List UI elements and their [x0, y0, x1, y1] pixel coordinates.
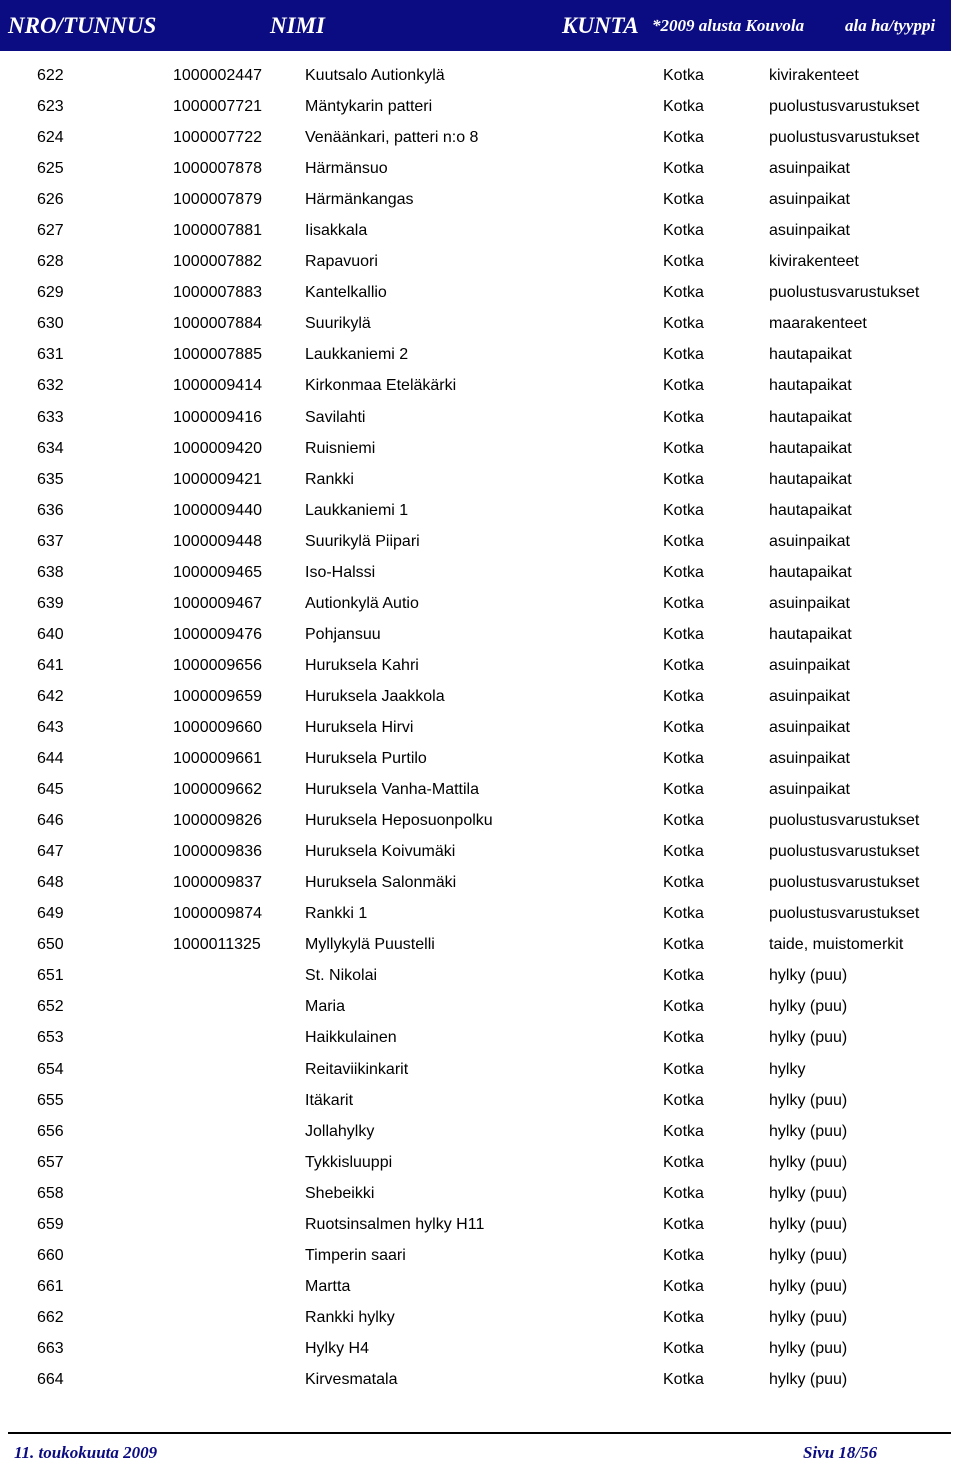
cell-nimi: Suurikylä Piipari [305, 532, 420, 550]
cell-kunta: Kotka [663, 284, 704, 302]
table-row [0, 92, 960, 123]
cell-tyyppi: taide, muistomerkit [769, 936, 904, 954]
cell-tyyppi: hylky (puu) [769, 1246, 848, 1264]
cell-kunta: Kotka [663, 998, 704, 1016]
cell-kunta: Kotka [663, 1029, 704, 1047]
cell-tyyppi: puolustusvarustukset [769, 843, 920, 861]
cell-nro: 641 [37, 656, 64, 674]
footer-date: 11. toukokuuta 2009 [14, 1443, 158, 1462]
table-row [0, 1086, 960, 1117]
table-row [0, 371, 960, 402]
cell-tunnus: 1000002447 [173, 67, 262, 84]
cell-tyyppi: hautapaikat [769, 563, 852, 581]
cell-tunnus: 1000009661 [173, 750, 262, 768]
cell-tunnus: 1000009467 [173, 594, 262, 612]
cell-nro: 653 [37, 1029, 64, 1047]
table-row [0, 1241, 960, 1272]
table-row [0, 1117, 960, 1148]
cell-tyyppi: puolustusvarustukset [769, 812, 920, 830]
cell-nro: 643 [37, 718, 64, 736]
cell-kunta: Kotka [663, 408, 704, 426]
cell-kunta: Kotka [663, 129, 704, 147]
cell-tyyppi: asuinpaikat [769, 687, 850, 705]
cell-kunta: Kotka [663, 718, 704, 736]
cell-tyyppi: hylky [769, 1060, 806, 1078]
table-row [0, 930, 960, 961]
cell-nimi: Ruotsinsalmen hylky H11 [305, 1215, 485, 1233]
cell-tunnus: 1000009660 [173, 718, 262, 736]
cell-tyyppi: kivirakenteet [769, 67, 859, 84]
footer-page-number: Sivu 18/56 [803, 1443, 878, 1462]
cell-kunta: Kotka [663, 98, 704, 116]
table-row [0, 496, 960, 527]
cell-nro: 633 [37, 408, 64, 426]
cell-nimi: Tykkisluuppi [305, 1153, 393, 1171]
cell-kunta: Kotka [663, 1215, 704, 1233]
table-row [0, 309, 960, 340]
cell-tyyppi: hylky (puu) [769, 1091, 848, 1109]
table-row [0, 61, 960, 92]
cell-tunnus: 1000007883 [173, 284, 262, 302]
cell-nimi: Haikkulainen [305, 1029, 397, 1047]
cell-kunta: Kotka [663, 1153, 704, 1171]
table-row [0, 185, 960, 216]
cell-nimi: Kirkonmaa Eteläkärki [305, 377, 457, 395]
cell-nro: 639 [37, 594, 64, 612]
cell-tyyppi: hylky (puu) [769, 1184, 848, 1202]
cell-tyyppi: puolustusvarustukset [769, 129, 920, 147]
cell-kunta: Kotka [663, 967, 704, 985]
cell-kunta: Kotka [663, 594, 704, 612]
table-row [0, 558, 960, 589]
cell-kunta: Kotka [663, 781, 704, 799]
cell-tunnus: 1000009826 [173, 812, 262, 830]
cell-kunta: Kotka [663, 1091, 704, 1109]
cell-kunta: Kotka [663, 315, 704, 333]
cell-nimi: Huruksela Salonmäki [305, 874, 457, 892]
cell-nro: 654 [37, 1060, 64, 1078]
cell-nimi: Huruksela Vanha-Mattila [305, 781, 480, 799]
cell-tyyppi: puolustusvarustukset [769, 905, 920, 923]
cell-tunnus: 1000007885 [173, 346, 262, 364]
cell-nimi: Suurikylä [305, 315, 371, 333]
header-nimi: NIMI [270, 13, 325, 38]
table-row [0, 1210, 960, 1241]
table-row [0, 744, 960, 775]
cell-tunnus: 1000009448 [173, 532, 262, 550]
cell-kunta: Kotka [663, 253, 704, 271]
cell-tyyppi: maarakenteet [769, 315, 867, 333]
cell-kunta: Kotka [663, 1370, 704, 1388]
cell-nimi: Huruksela Jaakkola [305, 687, 445, 705]
cell-nro: 624 [37, 129, 64, 147]
cell-nro: 642 [37, 687, 64, 705]
cell-nro: 657 [37, 1153, 64, 1171]
table-row [0, 1179, 960, 1210]
cell-tyyppi: hautapaikat [769, 439, 852, 457]
cell-tunnus: 1000009662 [173, 781, 262, 799]
cell-nro: 644 [37, 750, 64, 768]
cell-nro: 635 [37, 470, 64, 488]
cell-tunnus: 1000007878 [173, 160, 262, 178]
cell-nro: 636 [37, 501, 64, 519]
table-row [0, 1334, 960, 1365]
cell-nimi: Huruksela Purtilo [305, 750, 427, 768]
cell-kunta: Kotka [663, 843, 704, 861]
cell-nimi: Huruksela Kahri [305, 656, 419, 674]
cell-kunta: Kotka [663, 160, 704, 178]
cell-tyyppi: hautapaikat [769, 501, 852, 519]
cell-tyyppi: puolustusvarustukset [769, 284, 920, 302]
cell-tyyppi: hautapaikat [769, 625, 852, 643]
cell-nimi: Kantelkallio [305, 284, 387, 302]
cell-nimi: Ruisniemi [305, 439, 376, 457]
table-row [0, 837, 960, 868]
cell-nimi: Myllykylä Puustelli [305, 936, 435, 954]
cell-nimi: Timperin saari [305, 1246, 406, 1264]
cell-tunnus: 1000009465 [173, 563, 262, 581]
table-row [0, 620, 960, 651]
cell-nimi: Savilahti [305, 408, 366, 426]
cell-kunta: Kotka [663, 346, 704, 364]
table-header [0, 0, 951, 51]
table-row [0, 247, 960, 278]
table-row [0, 278, 960, 309]
cell-tyyppi: asuinpaikat [769, 718, 850, 736]
cell-kunta: Kotka [663, 812, 704, 830]
table-body [0, 61, 960, 1396]
cell-nro: 663 [37, 1339, 64, 1357]
cell-nimi: St. Nikolai [305, 967, 378, 985]
cell-tunnus: 1000009420 [173, 439, 262, 457]
cell-kunta: Kotka [663, 67, 704, 84]
cell-tyyppi: hylky (puu) [769, 967, 848, 985]
cell-kunta: Kotka [663, 501, 704, 519]
cell-tunnus: 1000009874 [173, 905, 262, 923]
cell-nimi: Iisakkala [305, 222, 368, 240]
cell-nro: 645 [37, 781, 64, 799]
cell-tyyppi: hautapaikat [769, 408, 852, 426]
cell-nro: 659 [37, 1215, 64, 1233]
cell-nro: 622 [37, 67, 64, 84]
cell-nro: 661 [37, 1277, 64, 1295]
cell-nro: 628 [37, 253, 64, 271]
cell-nimi: Kirvesmatala [305, 1370, 398, 1388]
table-row [0, 589, 960, 620]
cell-tyyppi: hautapaikat [769, 377, 852, 395]
cell-nimi: Laukkaniemi 2 [305, 346, 409, 364]
cell-nimi: Huruksela Hirvi [305, 718, 414, 736]
cell-nimi: Mäntykarin patteri [305, 98, 433, 116]
cell-nro: 625 [37, 160, 64, 178]
table-row [0, 713, 960, 744]
cell-tunnus: 1000007721 [173, 98, 262, 116]
cell-nro: 648 [37, 874, 64, 892]
cell-tyyppi: asuinpaikat [769, 781, 850, 799]
cell-nimi: Rankki hylky [305, 1308, 395, 1326]
cell-kunta: Kotka [663, 439, 704, 457]
cell-nro: 664 [37, 1370, 64, 1388]
cell-tyyppi: asuinpaikat [769, 532, 850, 550]
table-row [0, 154, 960, 185]
table-row [0, 403, 960, 434]
cell-nro: 632 [37, 377, 64, 395]
cell-nro: 651 [37, 967, 64, 985]
cell-tyyppi: asuinpaikat [769, 656, 850, 674]
cell-kunta: Kotka [663, 936, 704, 954]
cell-tyyppi: hautapaikat [769, 346, 852, 364]
cell-kunta: Kotka [663, 377, 704, 395]
header-nro-tunnus: NRO/TUNNUS [8, 13, 157, 38]
cell-tyyppi: asuinpaikat [769, 750, 850, 768]
cell-tyyppi: hylky (puu) [769, 1308, 848, 1326]
cell-tyyppi: hylky (puu) [769, 1215, 848, 1233]
cell-nimi: Härmänsuo [305, 160, 388, 178]
cell-tyyppi: asuinpaikat [769, 160, 850, 178]
cell-nro: 626 [37, 191, 64, 209]
cell-nro: 637 [37, 532, 64, 550]
header-tyyppi: ala ha/tyyppi [845, 16, 936, 35]
cell-nimi: Iso-Halssi [305, 563, 376, 581]
cell-tyyppi: hylky (puu) [769, 1029, 848, 1047]
cell-tyyppi: hylky (puu) [769, 1277, 848, 1295]
table-row [0, 992, 960, 1023]
cell-nro: 631 [37, 346, 64, 364]
cell-tunnus: 1000009421 [173, 470, 262, 488]
table-row [0, 806, 960, 837]
cell-nro: 650 [37, 936, 64, 954]
cell-nimi: Shebeikki [305, 1184, 375, 1202]
table-row [0, 682, 960, 713]
cell-nimi: Autionkylä Autio [305, 594, 419, 612]
table-row [0, 123, 960, 154]
cell-tunnus: 1000009836 [173, 843, 262, 861]
table-row [0, 1055, 960, 1086]
cell-tunnus: 1000009440 [173, 501, 262, 519]
cell-tyyppi: hylky (puu) [769, 1122, 848, 1140]
cell-nimi: Jollahylky [305, 1122, 375, 1140]
cell-nro: 660 [37, 1246, 64, 1264]
cell-nro: 646 [37, 812, 64, 830]
cell-kunta: Kotka [663, 1122, 704, 1140]
cell-tunnus: 1000007882 [173, 253, 262, 271]
table-row [0, 216, 960, 247]
cell-tunnus: 1000011325 [173, 936, 261, 954]
table-row [0, 1023, 960, 1054]
footer-divider [8, 1432, 951, 1434]
cell-kunta: Kotka [663, 1246, 704, 1264]
cell-nro: 627 [37, 222, 64, 240]
table-row [0, 1365, 960, 1396]
table-row [0, 961, 960, 992]
cell-kunta: Kotka [663, 905, 704, 923]
cell-nimi: Martta [305, 1277, 351, 1295]
cell-nro: 638 [37, 563, 64, 581]
cell-tunnus: 1000009837 [173, 874, 262, 892]
cell-tunnus: 1000009656 [173, 656, 262, 674]
cell-kunta: Kotka [663, 625, 704, 643]
cell-nimi: Huruksela Heposuonpolku [305, 812, 493, 830]
cell-tyyppi: asuinpaikat [769, 594, 850, 612]
cell-nimi: Huruksela Koivumäki [305, 843, 456, 861]
cell-tyyppi: hylky (puu) [769, 1370, 848, 1388]
cell-nro: 630 [37, 315, 64, 333]
cell-nro: 652 [37, 998, 64, 1016]
cell-tunnus: 1000009414 [173, 377, 262, 395]
table-row [0, 340, 960, 371]
cell-tunnus: 1000007884 [173, 315, 262, 333]
table-row [0, 434, 960, 465]
cell-nro: 649 [37, 905, 64, 923]
cell-kunta: Kotka [663, 191, 704, 209]
cell-nimi: Maria [305, 998, 346, 1016]
cell-nimi: Rankki [305, 470, 354, 488]
cell-nimi: Itäkarit [305, 1091, 354, 1109]
table-row [0, 899, 960, 930]
cell-nro: 647 [37, 843, 64, 861]
cell-kunta: Kotka [663, 222, 704, 240]
cell-nimi: Pohjansuu [305, 625, 381, 643]
cell-tunnus: 1000007879 [173, 191, 262, 209]
cell-tunnus: 1000009659 [173, 687, 262, 705]
cell-kunta: Kotka [663, 750, 704, 768]
cell-kunta: Kotka [663, 1060, 704, 1078]
cell-nimi: Härmänkangas [305, 191, 414, 209]
cell-kunta: Kotka [663, 656, 704, 674]
cell-kunta: Kotka [663, 687, 704, 705]
table-row [0, 1272, 960, 1303]
cell-nro: 656 [37, 1122, 64, 1140]
table-row [0, 775, 960, 806]
cell-nimi: Kuutsalo Autionkylä [305, 67, 445, 84]
table-row [0, 651, 960, 682]
cell-tyyppi: hautapaikat [769, 470, 852, 488]
table-row [0, 465, 960, 496]
cell-nro: 658 [37, 1184, 64, 1202]
cell-kunta: Kotka [663, 532, 704, 550]
cell-nimi: Laukkaniemi 1 [305, 501, 409, 519]
table-row [0, 868, 960, 899]
cell-kunta: Kotka [663, 1184, 704, 1202]
header-kunta-note: *2009 alusta Kouvola [652, 16, 805, 35]
cell-tyyppi: hylky (puu) [769, 1153, 848, 1171]
cell-kunta: Kotka [663, 1277, 704, 1295]
cell-tunnus: 1000007722 [173, 129, 262, 147]
cell-nimi: Rapavuori [305, 253, 378, 271]
cell-nimi: Rankki 1 [305, 905, 368, 923]
cell-nimi: Hylky H4 [305, 1339, 370, 1357]
cell-nro: 640 [37, 625, 64, 643]
table-row [0, 527, 960, 558]
cell-nimi: Venäänkari, patteri n:o 8 [305, 129, 479, 147]
cell-tyyppi: puolustusvarustukset [769, 874, 920, 892]
cell-tyyppi: kivirakenteet [769, 253, 859, 271]
cell-tyyppi: asuinpaikat [769, 191, 850, 209]
cell-nro: 662 [37, 1308, 64, 1326]
cell-nro: 629 [37, 284, 64, 302]
cell-tunnus: 1000009416 [173, 408, 262, 426]
table-row [0, 1303, 960, 1334]
cell-tyyppi: hylky (puu) [769, 998, 848, 1016]
cell-tyyppi: asuinpaikat [769, 222, 850, 240]
cell-kunta: Kotka [663, 874, 704, 892]
cell-kunta: Kotka [663, 1339, 704, 1357]
cell-tyyppi: puolustusvarustukset [769, 98, 920, 116]
cell-kunta: Kotka [663, 1308, 704, 1326]
cell-tunnus: 1000007881 [173, 222, 262, 240]
header-kunta: KUNTA [562, 13, 639, 38]
cell-nro: 634 [37, 439, 64, 457]
cell-nro: 623 [37, 98, 64, 116]
cell-tunnus: 1000009476 [173, 625, 262, 643]
cell-nimi: Reitaviikinkarit [305, 1060, 409, 1078]
cell-tyyppi: hylky (puu) [769, 1339, 848, 1357]
cell-kunta: Kotka [663, 563, 704, 581]
cell-kunta: Kotka [663, 470, 704, 488]
table-row [0, 1148, 960, 1179]
cell-nro: 655 [37, 1091, 64, 1109]
